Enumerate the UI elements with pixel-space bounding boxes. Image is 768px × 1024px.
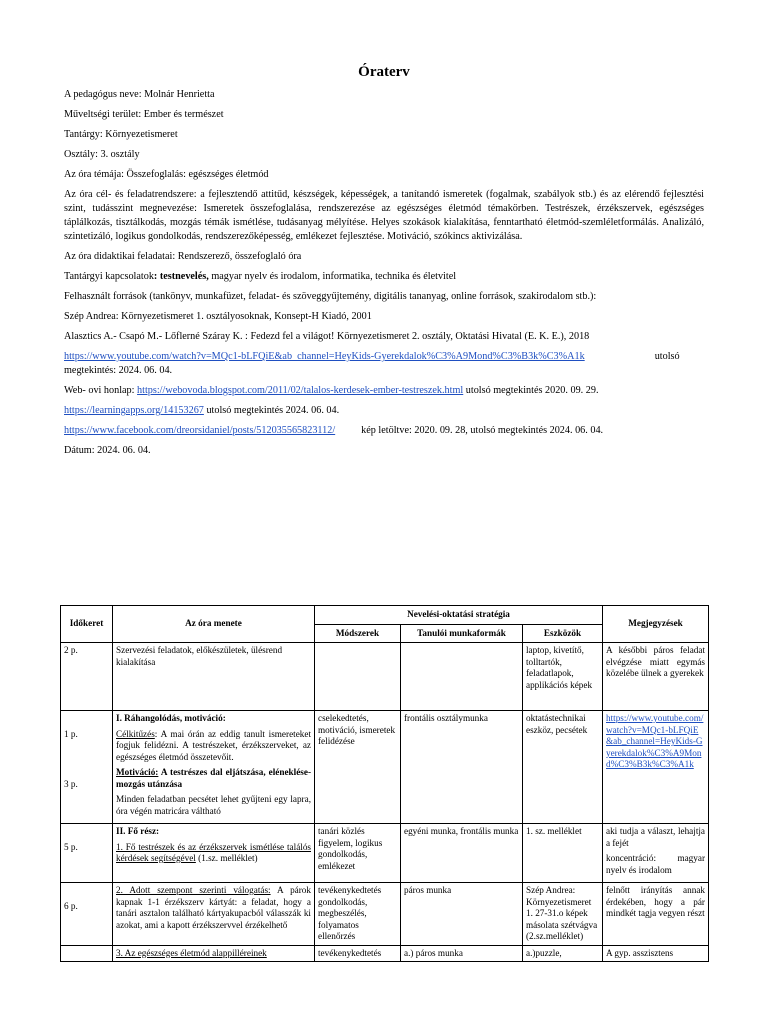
motivation-label: Motiváció: [116,767,159,777]
teacher-name: A pedagógus neve: Molnár Henrietta [64,89,215,100]
lesson-header [64,88,704,464]
table-row [61,824,709,883]
row2-workforms: frontális osztálymunka [401,711,523,824]
row4-time [61,883,113,946]
row3-time [61,824,113,883]
subject-area: Műveltségi terület: Ember és természet [64,109,224,120]
source-link-4-line [64,424,704,438]
connections-rest: magyar nyelv és irodalom, informatika, technika és életvitel [208,271,457,282]
row3-task [116,842,311,865]
row5-methods: tevékenykedtetés [315,945,401,962]
row1-time: 2 p. [61,643,113,711]
link1-after: utolsó [654,351,680,362]
sources-intro: Felhasznált források (tankönyv, munkafüzet, feladat- és szöveggyűjtemény, digitális tananyag, online források, szakirodalom stb.): [64,291,597,302]
row4-methods: tevékenykedtetés gondolkodás, megbeszélés, folyamatos ellenőrzés [315,883,401,946]
row5-course [113,945,315,962]
row2-goal [116,729,311,764]
lesson-plan-table [60,605,709,962]
source-link-youtube[interactable]: https://www.youtube.com/watch?v=MQc1-bLFQiE&ab_channel=HeyKids-Gyerekdalok%C3%A9Mond%C3%B3k%C3%A1k [64,351,585,362]
table-row [61,643,709,711]
didactic-tasks: Az óra didaktikai feladatai: Rendszerező, összefoglaló óra [64,251,302,262]
row5-task-label: 3. Az egészséges életmód alappilléreinek [116,947,267,958]
row2-notes [603,711,709,824]
link4-after: kép letöltve: 2020. 09. 28, utolsó megtekintés 2024. 06. 04. [361,425,604,436]
subject-connections [64,270,704,284]
connections-bold: : testnevelés, [153,271,209,282]
row3-notes-2: koncentráció: magyar nyelv és irodalom [606,853,705,875]
row1-workforms [401,643,523,711]
header-tools: Eszközök [523,624,603,643]
goal-text: : A mai órán az eddig tanult ismereteket fogjuk felidézni. A testrészeket, érzékszerveket, az egészséges életmód összetevőit. [116,728,311,762]
row3-time-value: 5 p. [64,842,78,852]
table-row [61,883,709,946]
row2-motivation [116,767,311,790]
row5-notes: A gyp. asszisztens [603,945,709,962]
row2-stamp-note: Minden feladatban pecsétet lehet gyűjteni egy lapra, óra végén matricára váltható [116,794,311,816]
source-link-1-line [64,350,704,378]
header-strategy: Nevelési-oktatási stratégia [315,606,603,625]
link3-after: utolsó megtekintés 2024. 06. 04. [203,405,340,416]
row1-tools: laptop, kivetítő, tolltartók, feladatlapok, applikációs képek [523,643,603,711]
row4-task-label: 2. Adott szempont szerinti válogatás: [116,885,271,895]
header-time: Időkeret [61,606,113,643]
source-link-facebook[interactable]: https://www.facebook.com/dreorsidaniel/posts/512035565823112/ [64,425,336,436]
header-notes: Megjegyzések [603,606,709,643]
row4-task-text: A párok kapnak 1-1 érzékszerv kártyát: a feladat, hogy a tanári asztalon található kártyakupacból válasszák ki azokat, ami a kapott érzékszervvel érzékelhető [116,885,311,930]
row2-time2: 3 p. [64,778,78,789]
source-2: Alasztics A.- Csapó M.- Lőflerné Száray K. : Fedezd fel a világot! Környezetismeret 2. osztály, Oktatási Hivatal (E. K. E.), 2018 [64,331,590,342]
row3-course [113,824,315,883]
lesson-topic: Az óra témája: Összefoglalás: egészséges életmód [64,169,269,180]
row1-course: Szervezési feladatok, előkészületek, ülésrend kialakítása [113,643,315,711]
source-link-3-line [64,404,704,418]
row2-notes-link[interactable]: https://www.youtube.com/watch?v=MQc1-bLFQiE&ab_channel=HeyKids-Gyerekdalok%C3%A9Mond%C3%B3k%C3%A1k [606,713,704,769]
table-row [61,945,709,962]
row2-course [113,711,315,824]
motivation-text: A testrészes dal eljátszása, eléneklése- mozgás utánzása [116,767,311,789]
row3-tools: 1. sz. melléklet [523,824,603,883]
row3-task-label: 1. Fő testrészek és az érzékszervek ismétlése találós kérdések segítségével [116,841,311,863]
row3-notes-1: aki tudja a választ, lehajtja a fejét [606,826,705,848]
document-date: Dátum: 2024. 06. 04. [64,445,151,456]
row4-course [113,883,315,946]
source-link-webovoda[interactable]: https://webovoda.blogspot.com/2011/02/talalos-kerdesek-ember-testreszek.html [137,385,464,396]
row4-time-value: 6 p. [64,901,78,911]
row2-time1: 1 p. [64,729,78,739]
subject: Tantárgy: Környezetismeret [64,129,178,140]
row3-workforms: egyéni munka, frontális munka [401,824,523,883]
connections-prefix: Tantárgyi kapcsolatok [64,271,154,282]
row3-methods: tanári közlés figyelem, logikus gondolkodás, emlékezet [315,824,401,883]
row4-tools: Szép Andrea: Környezetismeret 1. 27-31.o képek másolata szétvágva (2.sz.melléklet) [523,883,603,946]
header-course: Az óra menete [113,606,315,643]
goal-label: Célkitűzés [116,728,155,739]
source-link-2-line [64,384,704,398]
source-1: Szép Andrea: Környezetismeret 1. osztályosoknak, Konsept-H Kiadó, 2001 [64,311,372,322]
web-prefix: Web- ovi honlap: [64,385,138,396]
row3-notes [603,824,709,883]
row2-methods: cselekedtetés, motiváció, ismeretek felidézése [315,711,401,824]
row1-methods [315,643,401,711]
row3-task-text: (1.sz. melléklet) [195,853,258,863]
source-link-learningapps[interactable]: https://learningapps.org/14153267 [64,405,204,416]
row4-workforms: páros munka [401,883,523,946]
header-workforms: Tanulói munkaformák [401,624,523,643]
document-title: Óraterv [358,64,410,80]
row5-tools: a.)puzzle, [523,945,603,962]
lesson-goals: Az óra cél- és feladatrendszere: a fejlesztendő attitűd, készségek, képességek, a tanítandó ismeretek (fogalmak, szabályok stb.) és az elérendő fejlesztési szint, tudásszint megnevezése: Ismeretek összefoglalása, rendszerezése az egészséges életmód témakörben. Testrészek, érzékszervek, egészséges táplálkozás, tisztálkodás, mozgás témák ismétlése, tudásanyag mélyítése. Helyes szokások kialakítása, fenntartható életmód-szemléletformálás. Analizáló, szintetizáló, logikus gondolkodás, rendszerezőképesség, emlékezet fejlesztése. Motiváció, szókincs aktivizálása. [64,189,704,242]
header-methods: Módszerek [315,624,401,643]
row3-heading: II. Fő rész: [116,826,160,836]
row4-notes: felnőtt irányítás annak érdekében, hogy a pár mindkét tagja vegyen részt [603,883,709,946]
row5-time [61,945,113,962]
table-header-row [61,606,709,625]
link1-date: megtekintés: 2024. 06. 04. [64,365,173,376]
table-row [61,711,709,824]
row1-notes: A későbbi páros feladat elvégzése miatt egymás közelébe ülnek a gyerekek [603,643,709,711]
row5-workforms: a.) páros munka [401,945,523,962]
row2-time [61,711,113,824]
class-level: Osztály: 3. osztály [64,149,140,160]
row2-heading: I. Ráhangolódás, motiváció: [116,713,226,723]
link2-after: utolsó megtekintés 2020. 09. 29. [463,385,599,396]
row2-tools: oktatástechnikai eszköz, pecsétek [523,711,603,824]
